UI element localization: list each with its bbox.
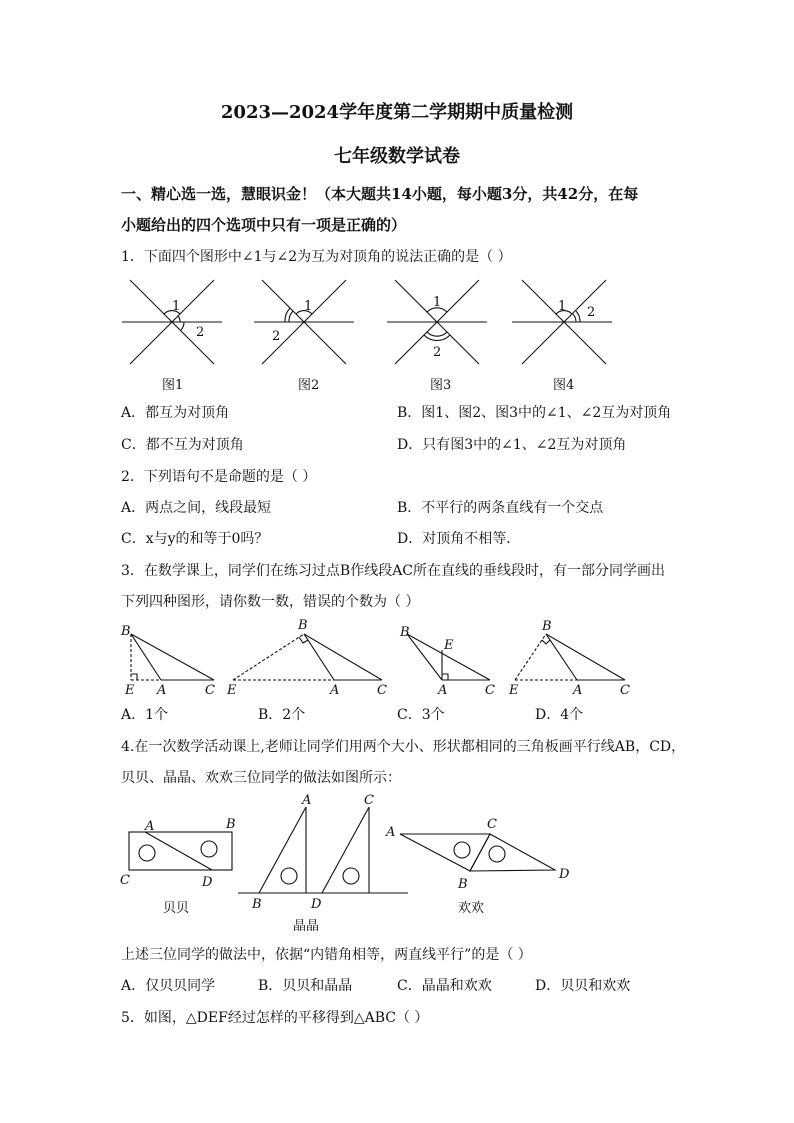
q3-fig1-label-c: C	[205, 683, 215, 698]
q1-fig2-angle1: 1	[304, 299, 313, 314]
q3-fig3-label-e: E	[444, 638, 454, 653]
q2-option-b: B．不平行的两条直线有一个交点	[397, 500, 604, 516]
q1-option-a: A．都互为对顶角	[121, 405, 230, 421]
q4-jingjing-figure	[238, 807, 408, 893]
q4-jingjing-label-d: D	[311, 897, 322, 912]
q4-stem-line2: 贝贝、晶晶、欢欢三位同学的做法如图所示：	[121, 770, 401, 786]
q4-option-a: A．仅贝贝同学	[121, 978, 216, 994]
q5-stem: 5．如图，△DEF经过怎样的平移得到△ABC（ ）	[121, 1010, 429, 1026]
q1-fig2-angle2: 2	[272, 329, 281, 344]
q3-fig3-label-c: C	[485, 683, 495, 698]
q3-fig2	[233, 634, 382, 680]
q3-fig4-label-e: E	[509, 683, 519, 698]
q1-fig4-lines	[512, 280, 612, 364]
q3-fig2-label-e: E	[227, 683, 237, 698]
q3-fig1	[131, 634, 214, 680]
q3-fig4	[515, 634, 625, 680]
q3-stem-line1: 3．在数学课上，同学们在练习过点B作线段AC所在直线的垂线段时，有一部分同学画出	[121, 563, 666, 579]
q3-fig4-label-c: C	[620, 683, 630, 698]
q3-fig4-label-b: B	[542, 619, 552, 634]
q3-fig4-label-a: A	[573, 683, 583, 698]
q2-option-a: A．两点之间，线段最短	[121, 500, 272, 516]
q1-stem: 1．下面四个图形中∠1与∠2为互为对顶角的说法正确的是（ ）	[121, 249, 512, 265]
q4-jingjing-label-b: B	[252, 897, 262, 912]
section-heading-line2: 小题给出的四个选项中只有一项是正确的）	[121, 216, 407, 234]
q1-fig3-angle1: 1	[433, 295, 442, 310]
q4-jingjing-label-a: A	[302, 793, 312, 808]
q2-option-c: C．x与y的和等于0吗？	[121, 531, 269, 547]
q2-stem: 2．下列语句不是命题的是（ ）	[121, 469, 317, 485]
q4-jingjing-label-c: C	[364, 793, 374, 808]
q4-option-d: D．贝贝和欢欢	[535, 978, 631, 994]
q1-fig4-caption: 图4	[553, 378, 575, 393]
q1-fig1-angle2: 2	[196, 325, 205, 340]
q3-option-a: A．1个	[121, 707, 169, 723]
q4-huanhuan-figure	[400, 834, 555, 871]
q4-beibei-label-d: D	[202, 875, 213, 890]
q2-option-d: D．对顶角不相等．	[397, 531, 521, 547]
section-heading-line1: 一、精心选一选，慧眼识金！（本大题共14小题，每小题3分，共42分，在每	[121, 185, 639, 203]
q3-option-c: C．3个	[397, 707, 445, 723]
q4-after: 上述三位同学的做法中，依据“内错角相等，两直线平行”的是（ ）	[121, 947, 532, 963]
q4-huanhuan-label-a: A	[386, 825, 396, 840]
q4-beibei-label-c: C	[120, 873, 130, 888]
q4-beibei-label-b: B	[226, 817, 236, 832]
q4-beibei-figure	[129, 832, 232, 870]
q1-fig2-caption: 图2	[298, 378, 320, 393]
q3-figures	[0, 616, 794, 706]
q1-fig4-angle1: 1	[558, 299, 567, 314]
q4-figures	[0, 790, 794, 940]
q1-fig1-lines	[122, 280, 222, 364]
q1-fig1-angle1: 1	[172, 299, 181, 314]
q1-fig2-lines	[254, 280, 354, 364]
page-subtitle: 七年级数学试卷	[334, 146, 460, 167]
q1-fig4-angle2: 2	[587, 305, 596, 320]
page-title: 2023—2024学年度第二学期期中质量检测	[220, 102, 574, 123]
q1-fig1-caption: 图1	[162, 378, 184, 393]
q3-fig3-label-a: A	[438, 683, 448, 698]
q1-fig3-angle2: 2	[433, 345, 442, 360]
q4-caption-jingjing: 晶晶	[293, 919, 320, 934]
q4-huanhuan-label-d: D	[559, 867, 570, 882]
q3-fig1-label-a: A	[157, 683, 167, 698]
q4-huanhuan-label-b: B	[458, 877, 468, 892]
q1-figures	[0, 272, 794, 392]
q1-option-d: D．只有图3中的∠1、∠2互为对顶角	[397, 437, 627, 453]
q3-fig2-label-b: B	[298, 618, 308, 633]
q1-option-b: B．图1、图2、图3中的∠1、∠2互为对顶角	[397, 405, 672, 421]
q4-huanhuan-label-c: C	[487, 817, 497, 832]
q4-beibei-label-a: A	[145, 819, 155, 834]
q3-fig3-label-b: B	[400, 625, 410, 640]
q3-fig2-label-c: C	[377, 683, 387, 698]
q3-option-d: D．4个	[535, 707, 584, 723]
q4-stem-line1: 4.在一次数学活动课上,老师让同学们用两个大小、形状都相同的三角板画平行线AB，CD，	[121, 739, 686, 755]
q3-fig1-label-e: E	[125, 683, 135, 698]
q4-caption-beibei: 贝贝	[163, 901, 190, 916]
q3-option-b: B．2个	[258, 707, 306, 723]
q4-option-c: C．晶晶和欢欢	[397, 978, 492, 994]
q4-option-b: B．贝贝和晶晶	[258, 978, 353, 994]
q3-fig1-label-b: B	[121, 624, 131, 639]
q1-fig3-caption: 图3	[430, 378, 452, 393]
q3-fig2-label-a: A	[330, 683, 340, 698]
q4-caption-huanhuan: 欢欢	[458, 901, 485, 916]
q1-option-c: C．都不互为对顶角	[121, 437, 244, 453]
q3-stem-line2: 下列四种图形，请你数一数，错误的个数为（ ）	[121, 594, 420, 610]
